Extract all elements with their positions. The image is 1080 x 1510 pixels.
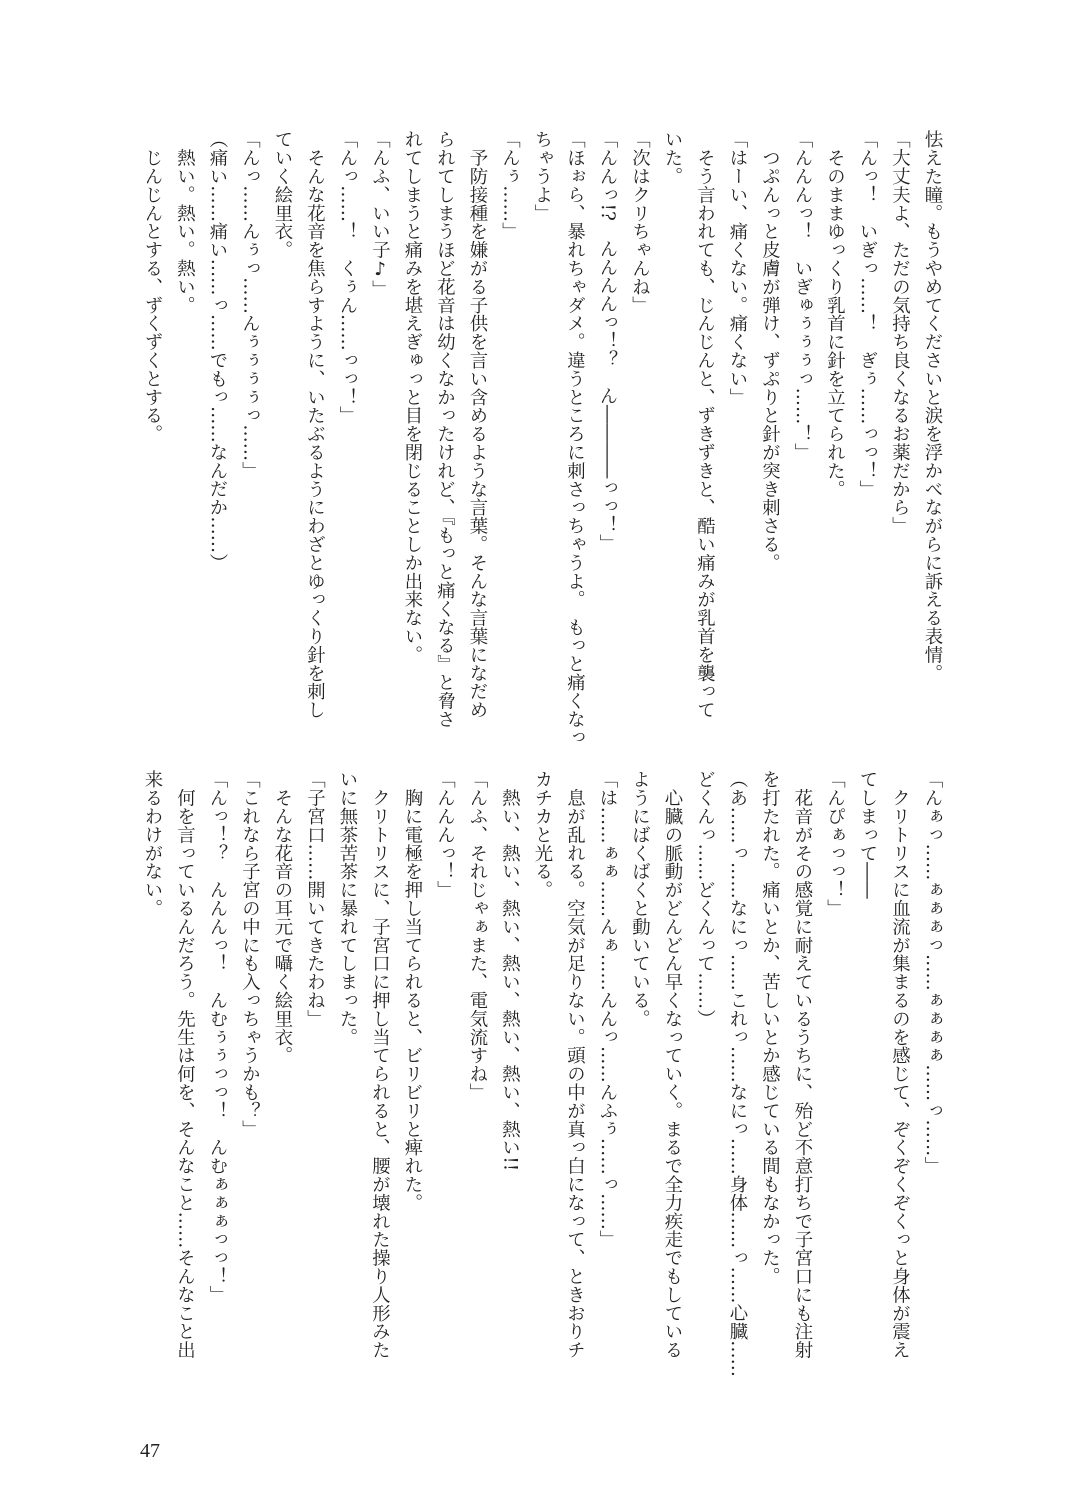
text-line: そのままゆっくり乳首に針を立てられた。 bbox=[824, 130, 846, 498]
text-line: 「は……ぁぁ……んぁ……んんっ……んふぅ……っ……」 bbox=[597, 770, 618, 1249]
text-line: 息が乱れる。空気が足りない。頭の中が真っ白になって、ときおりチ bbox=[564, 770, 586, 1359]
text-line: 花音がその感覚に耐えているうちに、殆ど不意打ちで子宮口にも注射 bbox=[792, 770, 813, 1359]
text-line: 「んふ、いい子♪」 bbox=[369, 130, 391, 299]
text-line: ようにばくばくと動いている。 bbox=[629, 770, 651, 1028]
text-line: （あ……っ……なにっ……これっ……なにっ……身体……っ……心臓…… bbox=[727, 770, 748, 1378]
text-line: ちゃうよ」 bbox=[532, 130, 553, 222]
text-line: 「んぁっ……ぁぁぁっ……ぁぁぁぁ……っ……」 bbox=[922, 770, 943, 1175]
text-line: 「んんんっ！」 bbox=[434, 770, 456, 899]
text-line: 「んぴぁっっ！」 bbox=[824, 770, 846, 918]
text-block-upper bbox=[136, 130, 949, 747]
text-line: 熱い、熱い、熱い、熱い、熱い、熱い、熱い!! bbox=[499, 770, 521, 1172]
text-line: てしまって―― bbox=[857, 770, 878, 899]
text-line: （痛い……痛い……っ……でもっ……なんだか……） bbox=[207, 130, 228, 572]
text-line: 胸に電極を押し当てられると、ビリビリと痺れた。 bbox=[402, 770, 423, 1212]
text-line: そんな花音を焦らすように、いたぶるようにわざとゆっくり針を刺し bbox=[304, 130, 326, 719]
text-line: そんな花音の耳元で囁く絵里衣。 bbox=[272, 770, 293, 1065]
text-block-lower bbox=[136, 770, 949, 1378]
text-line: そう言われても、じんじんと、ずきずきと、酷い痛みが乳首を襲って bbox=[694, 130, 716, 719]
text-line: 何を言っているんだろう。先生は何を、そんなこと……そんなこと出 bbox=[174, 770, 196, 1359]
text-line: 「んんっ!? んんんんっ！？ ん――――っっ！」 bbox=[597, 130, 618, 553]
text-line: いた。 bbox=[662, 130, 683, 186]
page-number: 47 bbox=[140, 1440, 160, 1462]
text-line: 「んふ、それじゃぁまた、電気流すね」 bbox=[467, 770, 488, 1102]
text-line: 「はーい、痛くない。痛くない」 bbox=[727, 130, 748, 406]
text-line: 予防接種を嫌がる子供を言い含めるような言葉。そんな言葉になだめ bbox=[467, 130, 488, 719]
text-line: れてしまうと痛みを堪えぎゅっと目を閉じることしか出来ない。 bbox=[402, 130, 423, 664]
text-line: 「んっ！ いぎっ……！ ぎぅ……っっ！」 bbox=[857, 130, 878, 498]
text-line: 「次はクリちゃんね」 bbox=[629, 130, 651, 314]
text-line: られてしまうほど花音は幼くなかったけれど、『もっと痛くなる』と脅さ bbox=[434, 130, 456, 728]
text-line: ていく絵里衣。 bbox=[272, 130, 293, 259]
text-line: クリトリスに血流が集まるのを感じて、ぞくぞくぞくっと身体が震え bbox=[889, 770, 911, 1359]
text-line: 「んっ……！ くぅん……っっ！」 bbox=[337, 130, 358, 425]
text-line: を打たれた。痛いとか、苦しいとか感じている間もなかった。 bbox=[759, 770, 781, 1286]
text-line: 「んっ！？ んんんっ！ んむぅぅっっ！ んむぁぁぁっっ！」 bbox=[207, 770, 228, 1304]
text-line: 「んっ……んぅっ……んぅぅぅぅっ……」 bbox=[239, 130, 261, 480]
text-line: 「んぅ……」 bbox=[499, 130, 521, 241]
text-line: つぷんっと皮膚が弾け、ずぷりと針が突き刺さる。 bbox=[759, 130, 781, 572]
text-line: 熱い。熱い。熱い。 bbox=[174, 130, 196, 314]
text-line: じんじんとする、ずくずくとする。 bbox=[142, 130, 163, 443]
text-line: いに無茶苦茶に暴れてしまった。 bbox=[337, 770, 358, 1046]
text-line: どくんっ……どくんって……） bbox=[694, 770, 716, 1028]
text-line: 「ほぉら、暴れちゃダメ。違うところに刺さっちゃうよ。 もっと痛くなっ bbox=[564, 130, 586, 747]
text-line: 「これなら子宮の中にも入っちゃうかも？」 bbox=[239, 770, 261, 1138]
text-line: 心臓の脈動がどんどん早くなっていく。まるで全力疾走でもしている bbox=[662, 770, 683, 1359]
text-line: 「大丈夫よ、ただの気持ち良くなるお薬だから」 bbox=[889, 130, 911, 535]
text-line: 「んんんっ！ いぎゅぅぅぅっ……！」 bbox=[792, 130, 813, 462]
text-line: 来るわけがない。 bbox=[142, 770, 163, 918]
text-line: 怯えた瞳。もうやめてくださいと涙を浮かべながらに訴える表情。 bbox=[922, 130, 943, 682]
text-line: カチカと光る。 bbox=[532, 770, 553, 899]
text-line: クリトリスに、子宮口に押し当てられると、腰が壊れた操り人形みた bbox=[369, 770, 391, 1359]
text-line: 「子宮口……開いてきたわね」 bbox=[304, 770, 326, 1028]
